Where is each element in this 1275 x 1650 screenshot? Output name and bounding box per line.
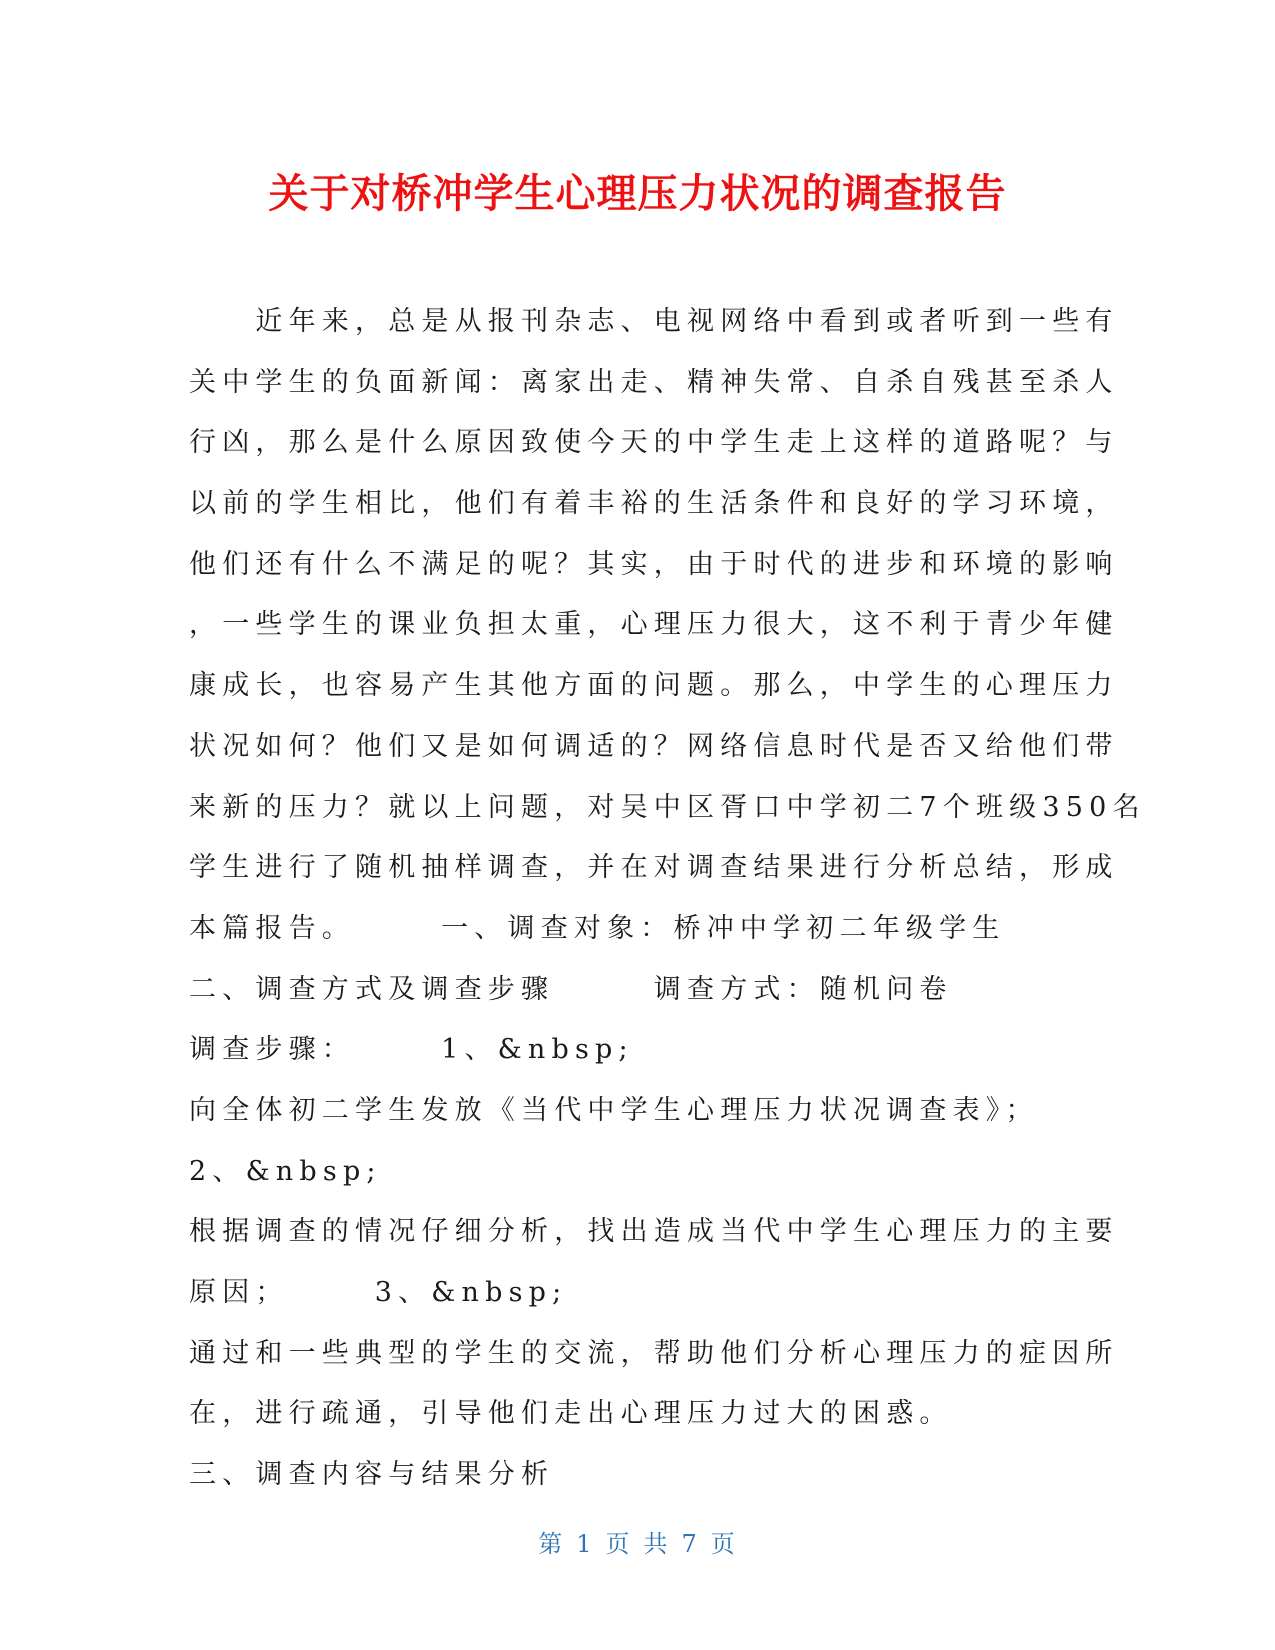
body-line-18: 通过和一些典型的学生的交流，帮助他们分析心理压力的症因所 — [189, 1337, 1119, 1369]
footer-prefix: 第 — [538, 1530, 565, 1558]
body-line-15: 2、&nbsp; — [189, 1155, 382, 1187]
footer-page-word: 页 — [605, 1530, 632, 1558]
page-title: 关于对桥冲学生心理压力状况的调查报告 — [268, 171, 1007, 217]
body-line-2: 关中学生的负面新闻：离家出走、精神失常、自杀自残甚至杀人 — [189, 366, 1119, 398]
body-line-13: 调查步骤： 1、&nbsp; — [189, 1034, 634, 1066]
footer-total-prefix: 共 — [643, 1530, 670, 1558]
page-footer — [0, 1524, 1275, 1559]
footer-suffix: 页 — [710, 1530, 737, 1558]
body-line-6: ，一些学生的课业负担太重，心理压力很大，这不利于青少年健 — [189, 609, 1119, 641]
body-line-9: 来新的压力？就以上问题，对吴中区胥口中学初二7个班级350名 — [189, 791, 1146, 823]
body-line-10: 学生进行了随机抽样调查，并在对调查结果进行分析总结，形成 — [189, 852, 1119, 884]
body-line-5: 他们还有什么不满足的呢？其实，由于时代的进步和环境的影响 — [189, 548, 1119, 580]
body-line-11: 本篇报告。 一、调查对象：桥冲中学初二年级学生 — [189, 912, 1006, 944]
body-line-20: 三、调查内容与结果分析 — [189, 1459, 555, 1491]
body-line-8: 状况如何？他们又是如何调适的？网络信息时代是否又给他们带 — [189, 730, 1119, 762]
body-line-4: 以前的学生相比，他们有着丰裕的生活条件和良好的学习环境， — [189, 488, 1119, 520]
footer-total-pages: 7 — [681, 1530, 699, 1558]
body-line-14: 向全体初二学生发放《当代中学生心理压力状况调查表》； — [189, 1094, 1039, 1126]
body-line-16: 根据调查的情况仔细分析，找出造成当代中学生心理压力的主要 — [189, 1216, 1119, 1248]
body-text — [189, 292, 1146, 1506]
body-line-17: 原因； 3、&nbsp; — [189, 1277, 568, 1308]
body-line-1: 近年来，总是从报刊杂志、电视网络中看到或者听到一些有 — [189, 306, 1119, 337]
footer-current-page: 1 — [576, 1530, 594, 1558]
body-line-7: 康成长，也容易产生其他方面的问题。那么，中学生的心理压力 — [189, 670, 1119, 702]
body-line-19: 在，进行疏通，引导他们走出心理压力过大的困惑。 — [189, 1398, 953, 1430]
body-line-12: 二、调查方式及调查步骤 调查方式：随机问卷 — [189, 973, 953, 1005]
body-line-3: 行凶，那么是什么原因致使今天的中学生走上这样的道路呢？与 — [189, 427, 1119, 459]
